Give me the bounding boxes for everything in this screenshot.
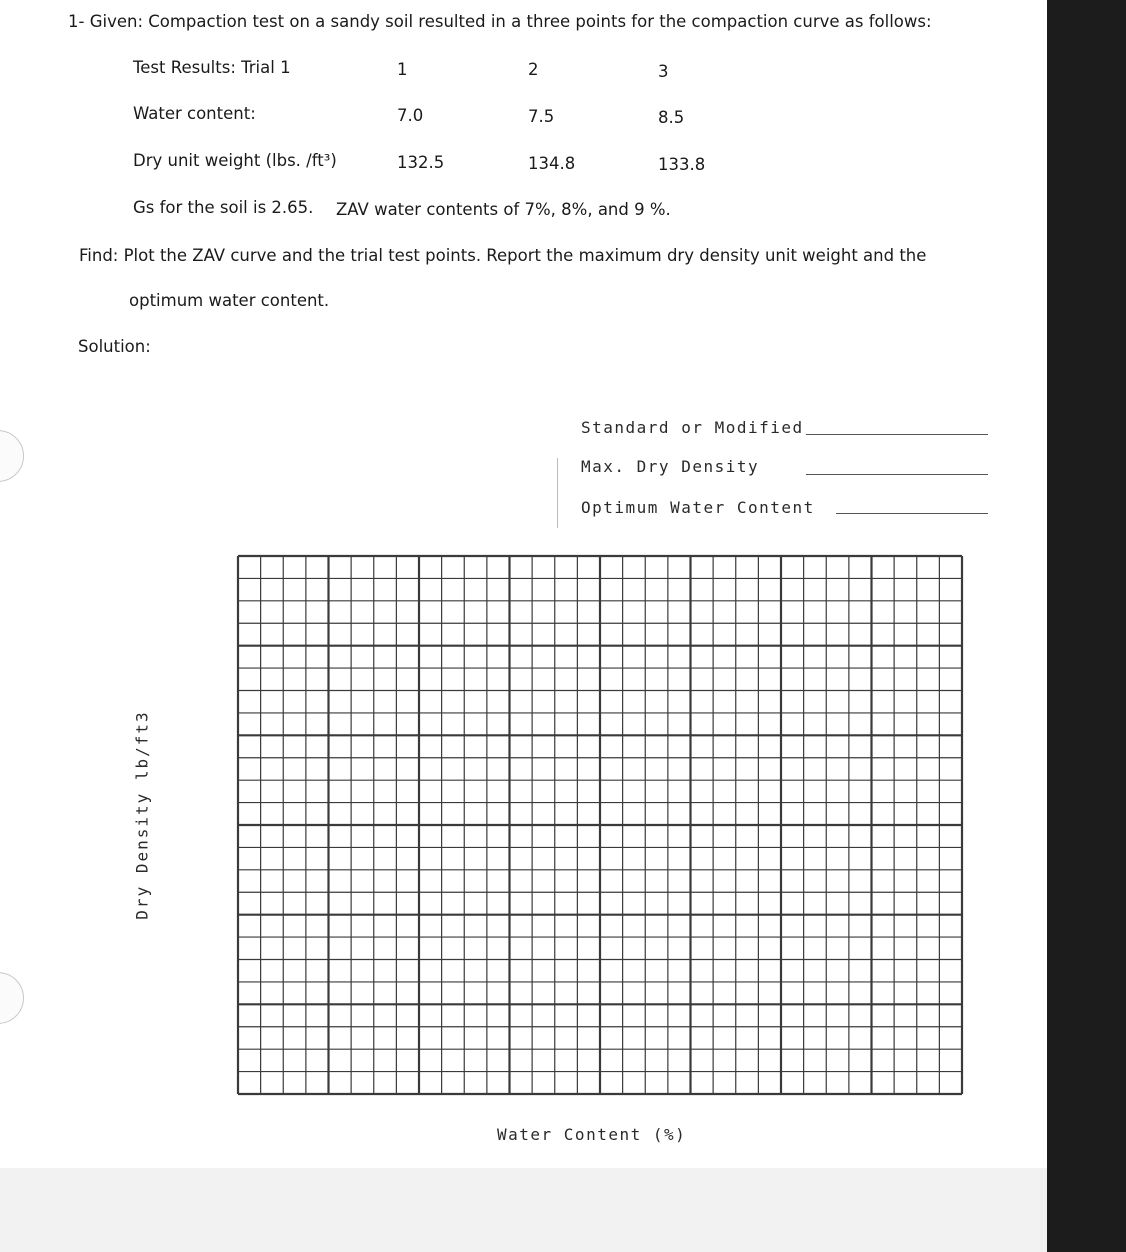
dry-unit-weight-value-3: 133.8 xyxy=(658,155,706,174)
water-content-value-3: 8.5 xyxy=(658,108,685,127)
dry-unit-weight-value-2: 134.8 xyxy=(528,154,576,173)
x-axis-label: Water Content (%) xyxy=(497,1125,687,1144)
binder-hole-top xyxy=(0,430,24,482)
solution-label: Solution: xyxy=(78,337,151,356)
zav-note: ZAV water contents of 7%, 8%, and 9 %. xyxy=(336,200,671,219)
optimum-water-content-label: Optimum Water Content xyxy=(581,498,815,517)
optimum-water-content-answer-line xyxy=(836,513,988,514)
trial-number-3: 3 xyxy=(658,62,669,81)
standard-or-modified-answer-line xyxy=(806,434,988,435)
binder-hole-bottom xyxy=(0,972,24,1024)
scan-edge-shadow xyxy=(1047,0,1126,1252)
max-dry-density-label: Max. Dry Density xyxy=(581,457,760,476)
given-statement: 1- Given: Compaction test on a sandy soil resulted in a three points for the compaction curve as follows: xyxy=(68,12,932,31)
gs-note: Gs for the soil is 2.65. xyxy=(133,198,314,217)
trial-number-1: 1 xyxy=(397,60,408,79)
find-statement: Find: Plot the ZAV curve and the trial test points. Report the maximum dry density unit weight and the xyxy=(79,246,927,265)
form-margin-line xyxy=(557,458,558,528)
water-content-value-1: 7.0 xyxy=(397,106,424,125)
dry-unit-weight-value-1: 132.5 xyxy=(397,153,445,172)
y-axis-label: Dry Density lb/ft3 xyxy=(132,710,152,920)
water-content-value-2: 7.5 xyxy=(528,107,555,126)
max-dry-density-answer-line xyxy=(806,474,988,475)
standard-or-modified-label: Standard or Modified xyxy=(581,418,804,437)
dry-unit-weight-label: Dry unit weight (lbs. /ft³) xyxy=(133,151,337,170)
graph-paper-grid xyxy=(230,550,966,1098)
trial-number-2: 2 xyxy=(528,60,539,79)
find-statement-continued: optimum water content. xyxy=(129,291,330,310)
water-content-label: Water content: xyxy=(133,104,256,123)
table-header-label: Test Results: Trial 1 xyxy=(133,58,291,77)
scan-bottom-shade xyxy=(0,1168,1047,1252)
